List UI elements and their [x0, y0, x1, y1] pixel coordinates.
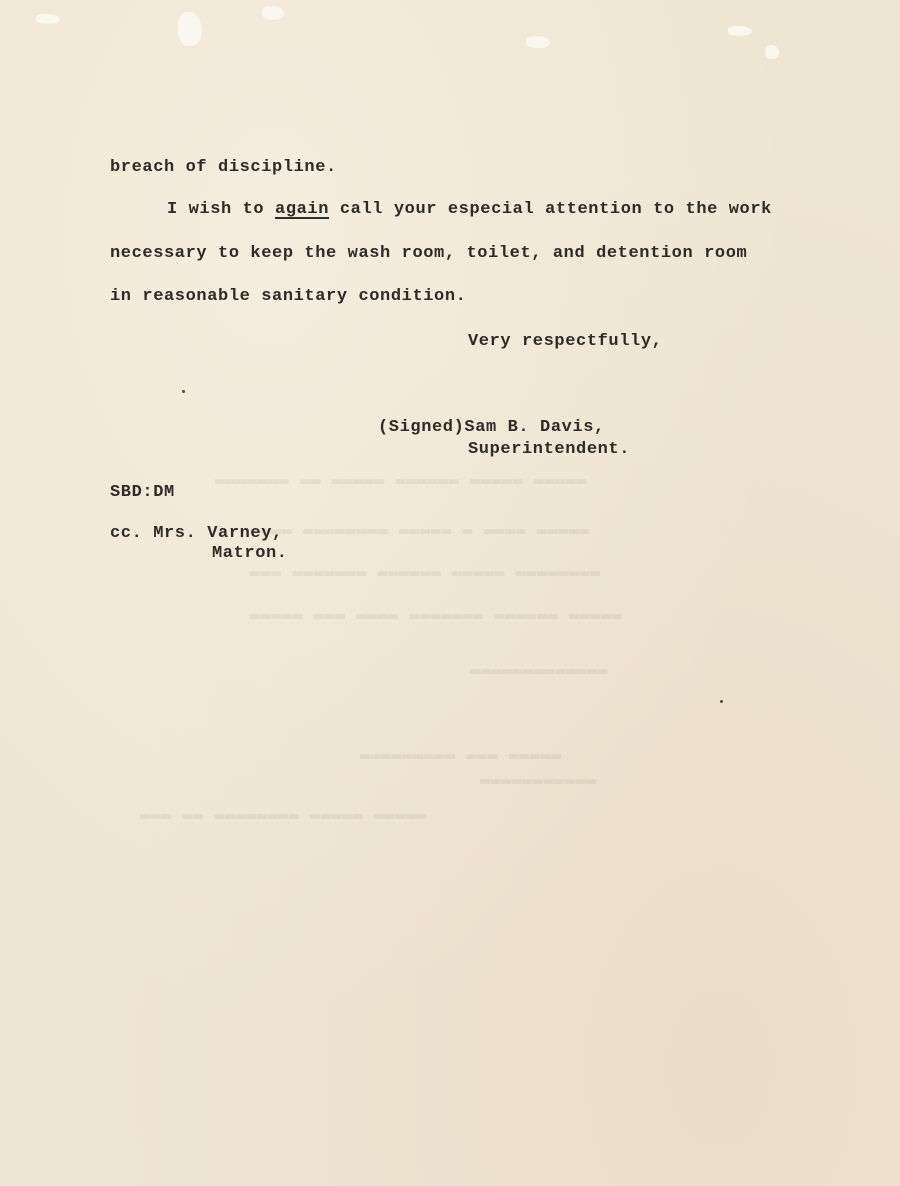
- emphasized-word: again: [275, 200, 330, 219]
- paper-tear: [178, 12, 202, 46]
- signature-line: [378, 418, 605, 437]
- show-through-text: ▂▂▂▂▂▂▂▂▂▂▂: [480, 767, 597, 785]
- show-through-text: ▂▂▂ ▂▂▂▂▂▂▂ ▂▂▂▂▂▂ ▂▂▂▂▂ ▂▂▂▂▂▂▂▂: [250, 559, 601, 577]
- paragraph-rest: call your especial attention to the work: [339, 200, 772, 219]
- ink-speck: [182, 390, 185, 393]
- show-through-text: ▂▂▂▂▂▂▂▂▂▂▂▂▂: [470, 657, 609, 675]
- paper-tear: [728, 26, 752, 36]
- paper-tear: [262, 6, 284, 20]
- body-line-4: in reasonable sanitary condition.: [110, 287, 467, 306]
- signed-marker: (Signed): [378, 418, 465, 437]
- paper-tear: [765, 45, 779, 59]
- show-through-text: ▂▂▂▂ ▂▂▂▂▂▂▂▂ ▂▂▂▂▂ ▂ ▂▂▂▂ ▂▂▂▂▂: [250, 517, 591, 535]
- show-through-text: ▂▂▂▂▂▂▂▂▂ ▂▂▂ ▂▂▂▂▂: [360, 742, 562, 760]
- signer-name: Sam B. Davis,: [464, 418, 605, 437]
- show-through-text: ▂▂▂▂▂ ▂▂▂ ▂▂▂▂ ▂▂▂▂▂▂▂ ▂▂▂▂▂▂ ▂▂▂▂▂: [250, 602, 622, 620]
- paper-tear: [526, 36, 550, 48]
- body-line-1: breach of discipline.: [110, 158, 337, 177]
- cc-title: Matron.: [212, 544, 288, 563]
- reference-initials: SBD:DM: [110, 483, 175, 502]
- paragraph-start: I wish to: [167, 200, 265, 219]
- body-paragraph-line: [167, 200, 772, 219]
- cc-line: cc. Mrs. Varney,: [110, 524, 283, 543]
- show-through-text: ▂▂▂▂▂▂▂ ▂▂ ▂▂▂▂▂ ▂▂▂▂▂▂ ▂▂▂▂▂ ▂▂▂▂▂: [215, 467, 587, 485]
- show-through-text: ▂▂▂ ▂▂ ▂▂▂▂▂▂▂▂ ▂▂▂▂▂ ▂▂▂▂▂: [140, 802, 427, 820]
- signer-title: Superintendent.: [468, 440, 631, 459]
- body-line-3: necessary to keep the wash room, toilet, and detention room: [110, 244, 748, 263]
- closing: Very respectfully,: [468, 332, 663, 351]
- paper-tear: [36, 14, 60, 24]
- ink-speck: [720, 700, 723, 703]
